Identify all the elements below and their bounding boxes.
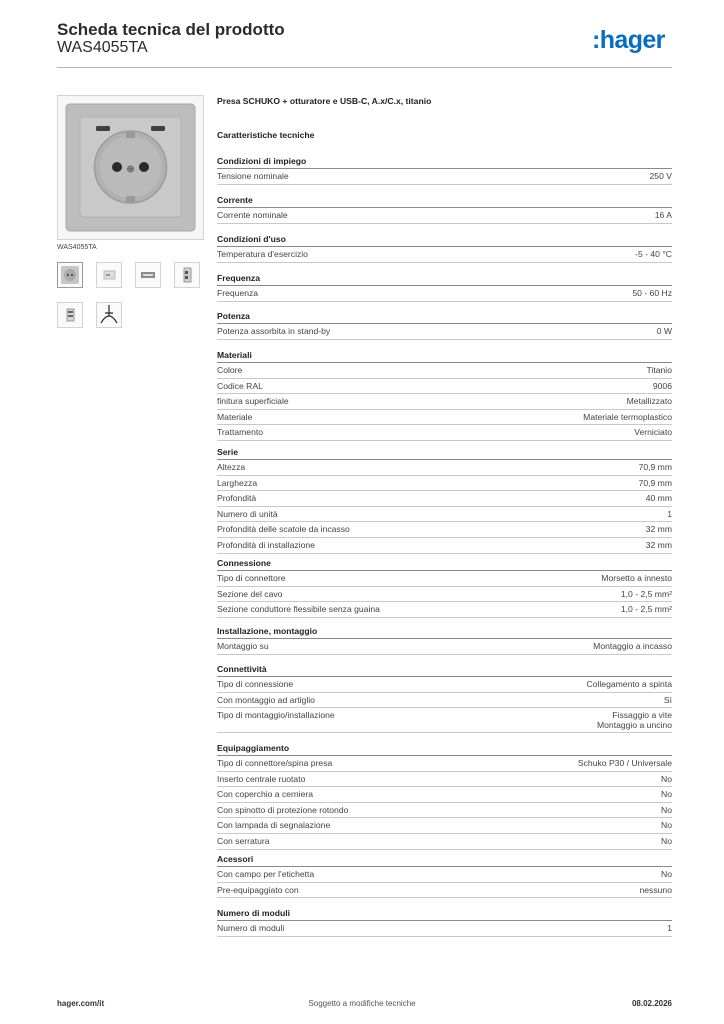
spec-value: 1,0 - 2,5 mm² [620,604,672,615]
section-title: Connessione [217,556,672,571]
spec-value: 40 mm [645,493,672,504]
spec-value: Metallizzato [626,396,672,407]
page-title: Scheda tecnica del prodotto [57,20,285,39]
spec-row [217,169,672,185]
footer-date: 08.02.2026 [631,999,672,1008]
spec-section-corrente [217,193,672,224]
spec-row [217,867,672,883]
spec-value: 16 A [654,210,672,220]
spec-value: nessuno [639,884,672,895]
spec-section-numero-moduli [217,906,672,937]
section-title: Condizioni d'uso [217,232,672,247]
spec-row [217,756,672,772]
spec-label: Codice RAL [217,380,263,391]
spec-value: 70,9 mm [638,462,672,472]
spec-label: Sezione del cavo [217,588,283,599]
spec-label: Profondità [217,493,257,504]
spec-section-condizioni-uso [217,232,672,263]
spec-row [217,538,672,554]
socket-back-icon [58,303,82,327]
spec-label: Numero di moduli [217,923,285,933]
socket-terminal-icon [175,263,199,287]
spec-label: Materiale [217,411,253,422]
spec-row [217,507,672,523]
spec-value: 9006 [652,380,672,391]
spec-label: Pre-equipaggiato con [217,884,299,895]
spec-row [217,476,672,492]
spec-label: Corrente nominale [217,210,288,220]
product-code: WAS4055TA [57,39,148,56]
footer-website-link[interactable]: hager.com/it [57,999,105,1008]
spec-label: Con coperchio a cerniera [217,789,314,800]
spec-row [217,693,672,709]
header-divider [57,67,672,68]
spec-label: Altezza [217,462,246,472]
spec-label: Profondità delle scatole da incasso [217,524,350,535]
spec-value: No [661,835,672,846]
section-title: Potenza [217,309,672,324]
spec-value: 50 - 60 Hz [632,288,672,298]
spec-section-condizioni-impiego [217,154,672,185]
spec-row [217,379,672,395]
spec-label: Larghezza [217,477,258,488]
spec-row [217,460,672,476]
spec-row [217,324,672,340]
schuko-symbol-icon [97,303,121,327]
spec-row [217,491,672,507]
socket-front-icon [58,263,82,287]
spec-label: Numero di unità [217,508,278,519]
spec-row [217,803,672,819]
spec-label: Tipo di connettore/spina presa [217,758,333,768]
spec-label: Tipo di connettore [217,573,286,583]
socket-detail-thumb[interactable] [135,262,161,288]
spec-label: Tipo di montaggio/installazione [217,710,335,721]
spec-label: Potenza assorbita in stand-by [217,326,331,336]
spec-row [217,883,672,899]
spec-label: Sezione conduttore flessibile senza guaina [217,604,380,615]
spec-row [217,772,672,788]
spec-value: 250 V [649,171,672,181]
footer-notice: Soggetto a modifiche tecniche [308,999,416,1008]
spec-label: Tipo di connessione [217,679,294,689]
spec-row [217,571,672,587]
spec-section-installazione [217,624,672,655]
spec-label: Temperatura d'esercizio [217,249,308,259]
spec-value: No [661,804,672,815]
spec-label: Con campo per l'etichetta [217,869,315,879]
spec-value: Sì [663,694,672,705]
spec-label: Con spinotto di protezione rotondo [217,804,349,815]
spec-label: Con montaggio ad artiglio [217,694,315,705]
section-title: Acessori [217,852,672,867]
spec-label: Frequenza [217,288,259,298]
spec-label: Tensione nominale [217,171,289,181]
spec-value: 32 mm [645,539,672,550]
spec-value: No [661,773,672,784]
spec-label: Trattamento [217,427,264,438]
technical-characteristics-heading: Caratteristiche tecniche [217,130,315,140]
spec-row [217,602,672,618]
spec-value: Schuko P30 / Universale [577,758,672,768]
spec-row [217,708,672,733]
spec-row [217,921,672,937]
spec-value: Collegamento a spinta [586,679,672,689]
socket-side-thumb[interactable] [96,262,122,288]
spec-row [217,787,672,803]
spec-value: Morsetto a innesto [601,573,672,583]
spec-section-accessori [217,852,672,898]
socket-detail-icon [136,263,160,287]
image-caption: WAS4055TA [57,244,97,251]
spec-label: finitura superficiale [217,396,289,407]
socket-terminal-thumb[interactable] [174,262,200,288]
spec-value: No [661,869,672,879]
spec-value: Montaggio a incasso [593,641,672,651]
section-title: Installazione, montaggio [217,624,672,639]
spec-value: 0 W [656,326,672,336]
spec-row [217,394,672,410]
spec-row [217,247,672,263]
connection-symbol-thumb[interactable] [96,302,122,328]
spec-row [217,208,672,224]
spec-row [217,639,672,655]
spec-row [217,425,672,441]
spec-section-materiali [217,348,672,441]
spec-value: 1 [667,508,672,519]
spec-label: Con serratura [217,835,270,846]
section-title: Frequenza [217,271,672,286]
section-title: Numero di moduli [217,906,672,921]
product-description: Presa SCHUKO + otturatore e USB-C, A.x/C.x, titanio [217,96,432,106]
spec-value: No [661,820,672,831]
spec-value: Materiale termoplastico [583,411,672,422]
spec-value: 32 mm [645,524,672,535]
spec-label: Profondità di installazione [217,539,315,550]
spec-value: Titanio [646,365,672,375]
spec-row [217,522,672,538]
spec-value: Fissaggio a vite Montaggio a uncino [596,710,672,731]
hager-logo: :hager [592,26,665,54]
spec-label: Inserto centrale ruotato [217,773,306,784]
spec-row [217,363,672,379]
spec-row [217,587,672,603]
spec-value: -5 - 40 °C [635,249,672,259]
spec-section-potenza [217,309,672,340]
spec-row [217,410,672,426]
socket-side-icon [97,263,121,287]
spec-section-connessione [217,556,672,618]
spec-value: Verniciato [634,427,672,438]
section-title: Connettività [217,662,672,677]
spec-section-frequenza [217,271,672,302]
schuko-socket-usb-image[interactable] [57,95,204,240]
spec-label: Con lampada di segnalazione [217,820,331,831]
section-title: Materiali [217,348,672,363]
spec-section-serie [217,445,672,554]
spec-row [217,286,672,302]
spec-section-equipaggiamento [217,741,672,850]
socket-illustration [58,96,203,239]
section-title: Serie [217,445,672,460]
spec-value: 1 [667,923,672,933]
spec-value: 70,9 mm [638,477,672,488]
spec-row [217,834,672,850]
socket-front-thumb[interactable] [57,262,83,288]
spec-label: Montaggio su [217,641,269,651]
spec-value: No [661,789,672,800]
section-title: Equipaggiamento [217,741,672,756]
spec-row [217,677,672,693]
socket-back-thumb[interactable] [57,302,83,328]
spec-row [217,818,672,834]
spec-value: 1,0 - 2,5 mm² [620,588,672,599]
section-title: Condizioni di impiego [217,154,672,169]
section-title: Corrente [217,193,672,208]
spec-label: Colore [217,365,243,375]
spec-section-connettivita [217,662,672,733]
